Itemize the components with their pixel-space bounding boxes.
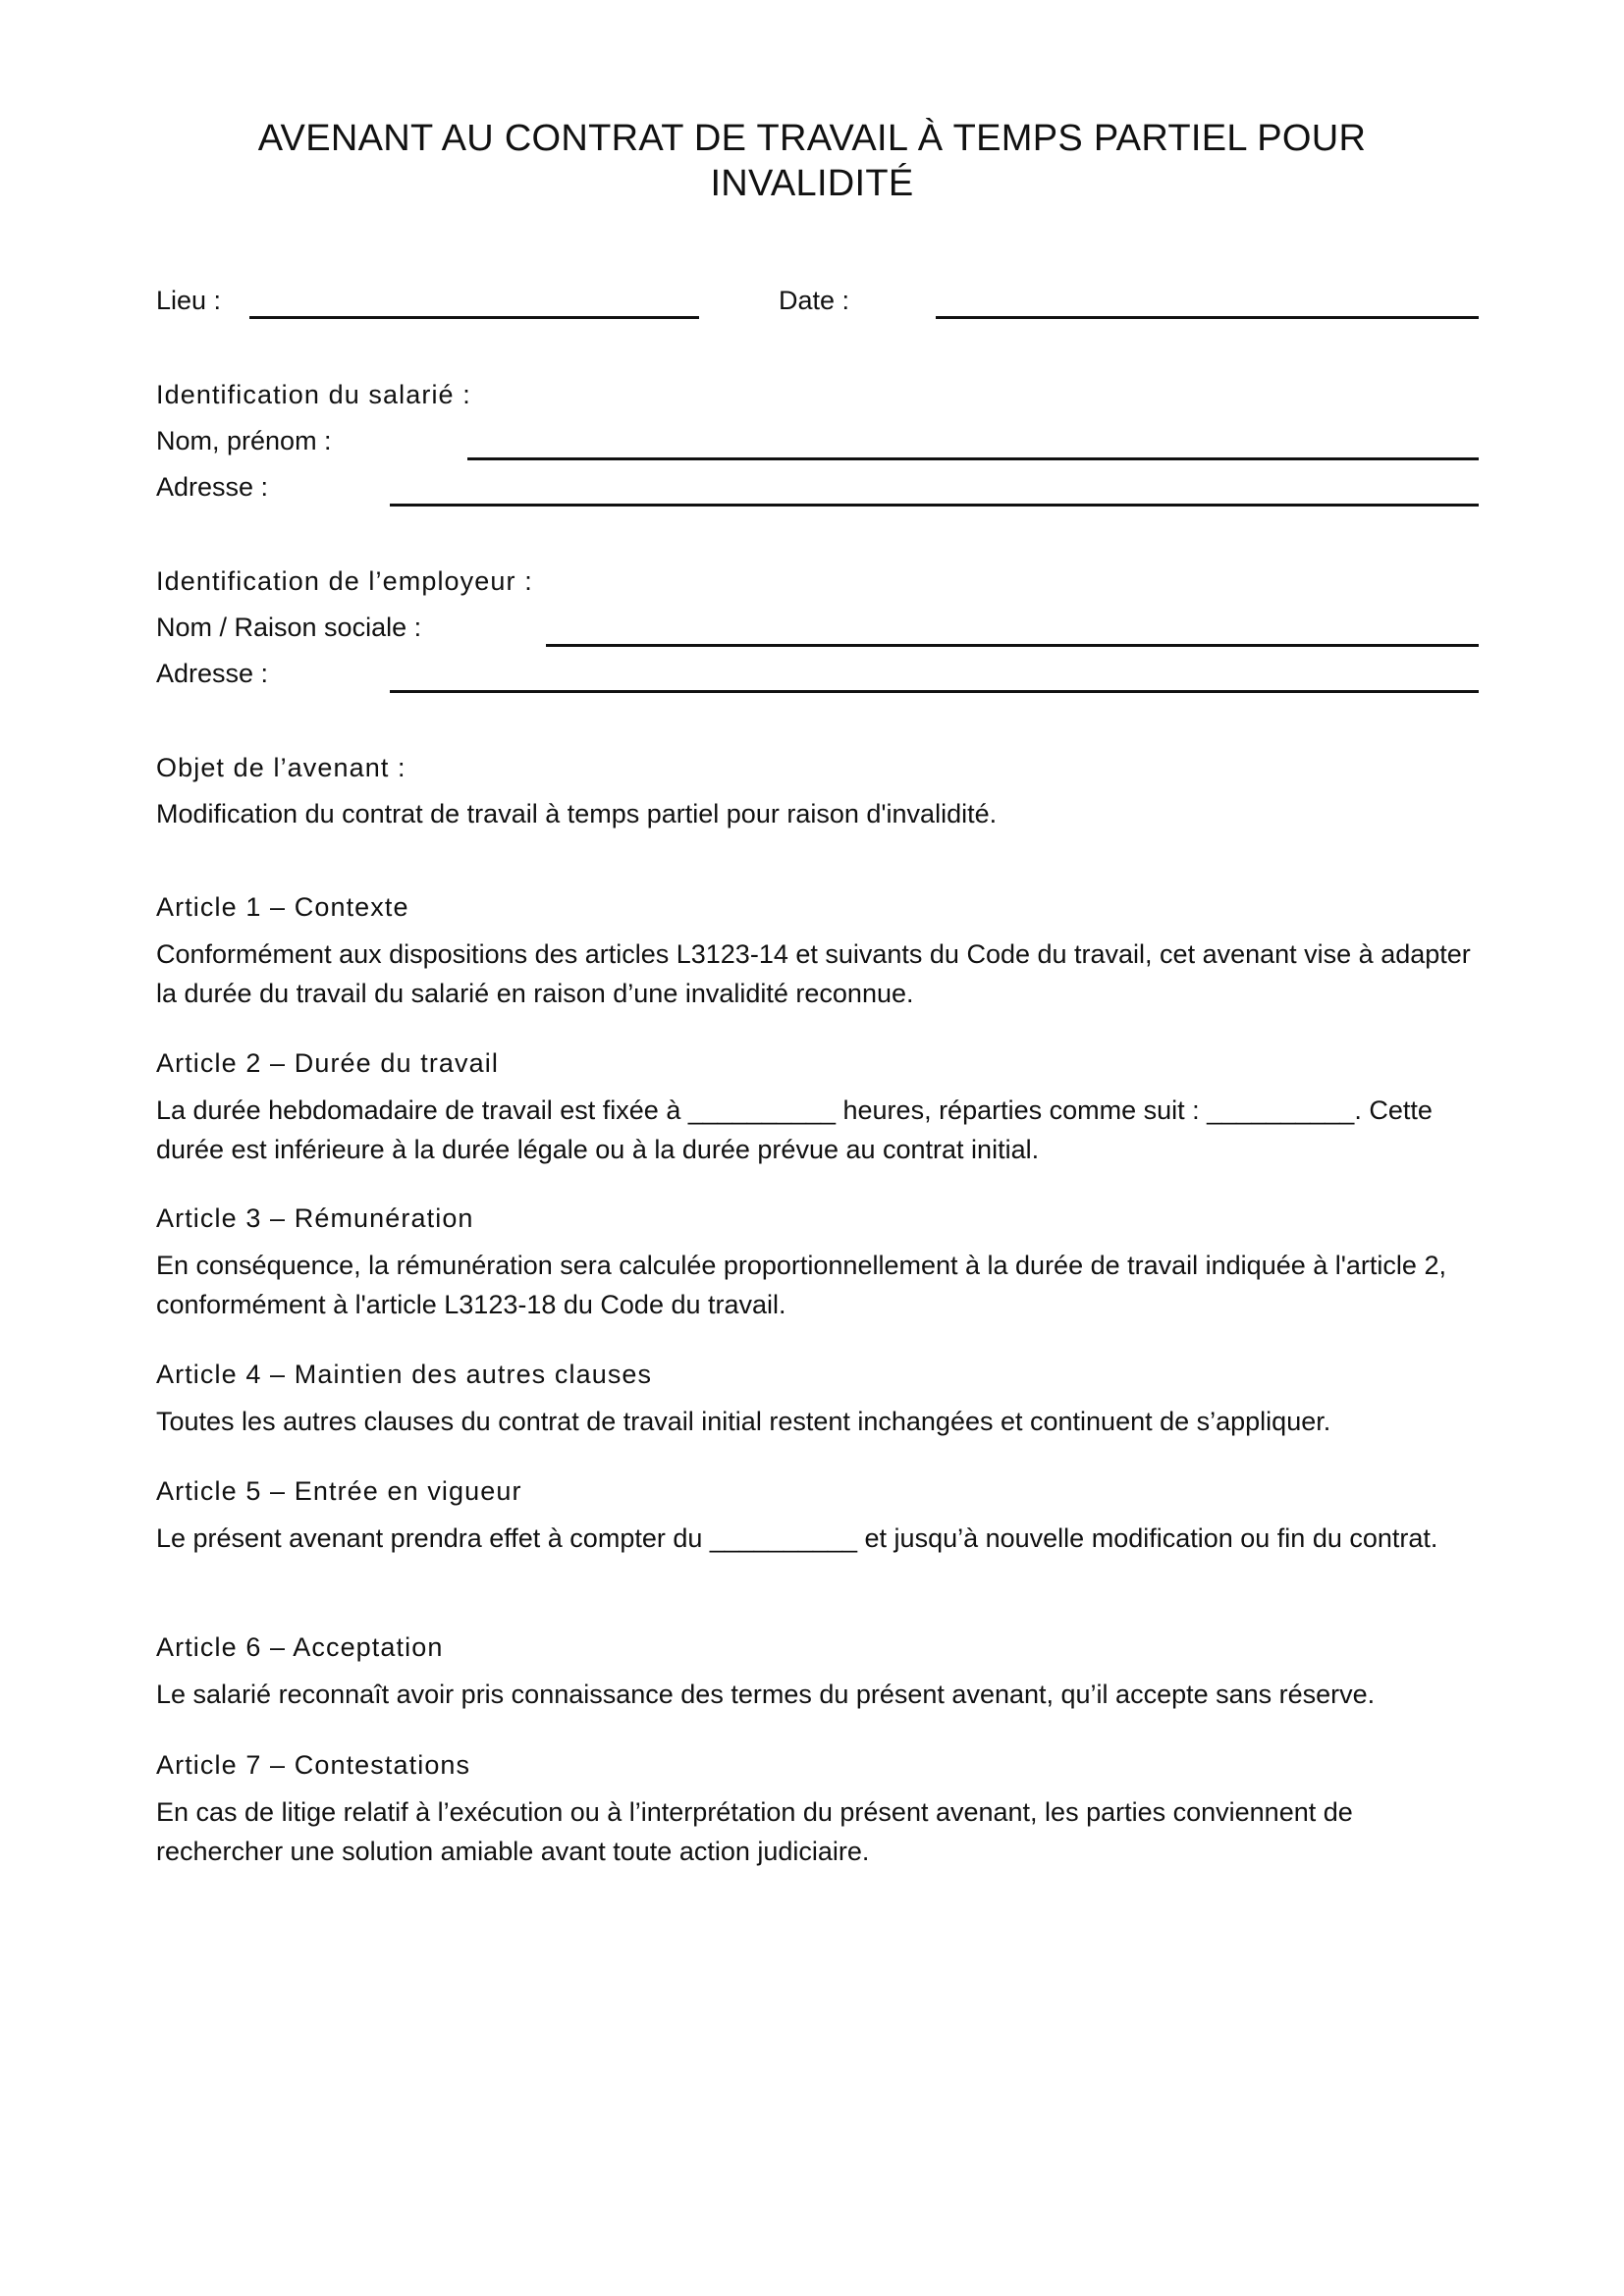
salarie-adresse-field[interactable]	[390, 504, 1479, 507]
employeur-nom-field[interactable]	[546, 644, 1479, 647]
employeur-adresse-label: Adresse :	[156, 659, 269, 688]
article-7-title: Article 7 – Contestations	[156, 1750, 471, 1780]
salarie-heading: Identification du salarié :	[156, 380, 471, 409]
employeur-nom-label: Nom / Raison sociale :	[156, 613, 422, 642]
salarie-nom-label: Nom, prénom :	[156, 426, 332, 455]
article-6-title: Article 6 – Acceptation	[156, 1632, 444, 1662]
salarie-nom-field[interactable]	[467, 457, 1479, 460]
title-line-2: INVALIDITÉ	[710, 163, 914, 204]
article-4-title: Article 4 – Maintien des autres clauses	[156, 1360, 653, 1389]
date-field[interactable]	[936, 316, 1479, 319]
article-5-title: Article 5 – Entrée en vigueur	[156, 1476, 522, 1506]
employeur-adresse-field[interactable]	[390, 690, 1479, 693]
document-title	[157, 116, 1467, 206]
article-3-text: En conséquence, la rémunération sera calculée proportionnellement à la durée de travail indiquée à l'article 2, conformément à l'article L3123-18 du Code du travail.	[156, 1251, 1446, 1319]
lieu-field[interactable]	[249, 316, 699, 319]
article-1-text: Conformément aux dispositions des articles L3123-14 et suivants du Code du travail, cet avenant vise à adapter la durée du travail du salarié en raison d’une invalidité reconnue.	[156, 939, 1471, 1008]
article-7-text: En cas de litige relatif à l’exécution ou à l’interprétation du présent avenant, les parties conviennent de rechercher une solution amiable avant toute action judiciaire.	[156, 1797, 1353, 1866]
title-line-1: AVENANT AU CONTRAT DE TRAVAIL À TEMPS PARTIEL POUR	[257, 118, 1367, 159]
article-6-text: Le salarié reconnaît avoir pris connaissance des termes du présent avenant, qu’il accepte sans réserve.	[156, 1680, 1376, 1709]
article-4-text: Toutes les autres clauses du contrat de travail initial restent inchangées et continuent de s’appliquer.	[156, 1407, 1331, 1436]
article-3-title: Article 3 – Rémunération	[156, 1203, 474, 1233]
date-label: Date :	[779, 286, 850, 315]
objet-text: Modification du contrat de travail à temps partiel pour raison d'invalidité.	[156, 799, 998, 828]
salarie-adresse-label: Adresse :	[156, 472, 269, 502]
lieu-label: Lieu :	[156, 286, 222, 315]
objet-heading: Objet de l’avenant :	[156, 753, 406, 782]
employeur-heading: Identification de l’employeur :	[156, 566, 533, 596]
article-2-title: Article 2 – Durée du travail	[156, 1048, 499, 1078]
article-1-title: Article 1 – Contexte	[156, 892, 409, 922]
article-5-text: Le présent avenant prendra effet à compter du __________ et jusqu’à nouvelle modification ou fin du contrat.	[156, 1523, 1438, 1553]
article-2-text: La durée hebdomadaire de travail est fixée à __________ heures, réparties comme suit : __________. Cette durée est inférieure à la durée légale ou à la durée prévue au contrat initial.	[156, 1095, 1433, 1164]
